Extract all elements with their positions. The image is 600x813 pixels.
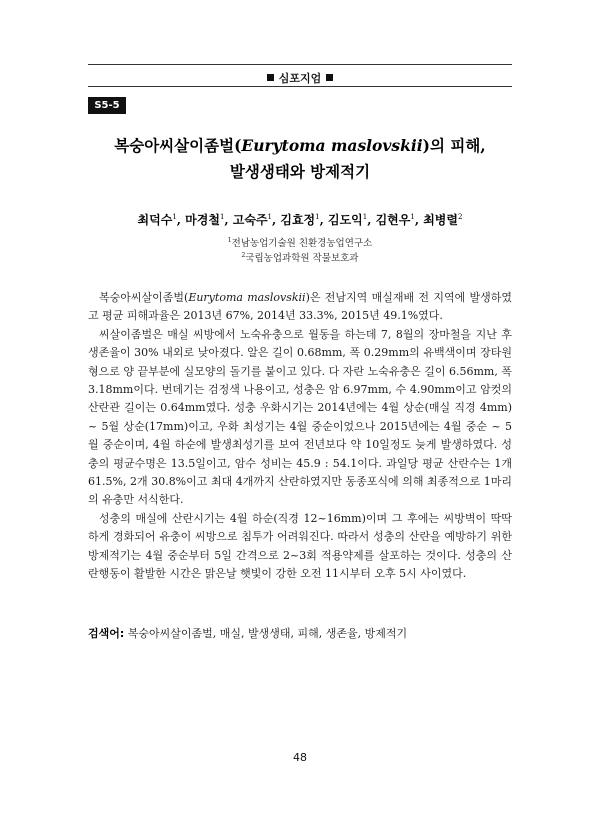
- square-bullet-icon: [326, 74, 333, 81]
- section-title: 심포지엄: [278, 72, 322, 85]
- keywords: [88, 625, 512, 641]
- keywords-label: 검색어:: [88, 627, 125, 640]
- abstract-scientific-name: Eurytoma maslovskii: [188, 291, 306, 304]
- affiliation: [88, 250, 512, 264]
- abstract-text: )은 전남지역 매실재배 전 지역에 발생하였고 평균 피해과율은 2013년 67%, 2014년 33.3%, 2015년 49.1%였다.: [88, 291, 513, 323]
- author-name: 김도익: [327, 213, 363, 227]
- author: [423, 213, 462, 227]
- abstract-text: 복숭아씨살이좀벌(: [99, 291, 189, 304]
- author-name: 고숙주: [232, 213, 268, 227]
- title-prefix: 복숭아씨살이좀벌(: [114, 136, 242, 155]
- author-affiliation-mark: 1: [219, 213, 225, 221]
- paper-title: [88, 133, 512, 185]
- author: [376, 213, 415, 227]
- square-bullet-icon: [267, 74, 274, 81]
- header: [88, 70, 512, 86]
- session-badge: S5-5: [88, 97, 126, 114]
- author: [185, 213, 224, 227]
- author-name: 최병렬: [423, 213, 458, 227]
- abstract-body: [88, 289, 512, 584]
- author-list: 최덕수$^1$, 마경철$^1$, 고숙주$^1$, 김효정$^1$, 김도익$^1$, 김현우$^1$, 최병렬$^2$: [137, 213, 463, 227]
- author-affiliation-mark: 1: [362, 213, 368, 221]
- keywords-text: 복숭아씨살이좀벌, 매실, 발생생태, 피해, 생존율, 방제적기: [127, 627, 408, 640]
- title-suffix: )의 피해,: [422, 136, 486, 155]
- title-line-2: 발생생태와 방제적기: [229, 162, 371, 181]
- author-name: 최덕수: [137, 213, 173, 227]
- affiliation-text: 전남농업기술원 친환경농업연구소: [231, 238, 373, 249]
- affiliation: [88, 235, 512, 249]
- author-affiliation-mark: 1: [172, 213, 177, 221]
- abstract-paragraph: 씨살이좀벌은 매실 씨방에서 노숙유충으로 월동을 하는데 7, 8월의 장마철을 지난 후 생존율이 30% 내외로 낮아졌다. 알은 길이 0.68mm, 폭 0.29mm의 유백색이며 장타원형으로 양 끝부분에 실모양의 돌기를 붙이고 있다. 다 자란 노숙유충은 길이 6.56mm, 폭 3.18mm이다. 번데기는 검정색 나용이고, 성충은 암 6.97mm, 수 4.90mm이고 암컷의 산란관 길이는 0.64mm였다. 성충 우화시기는 2014년에는 4월 상순(매실 직경 4mm) ~ 5월 상순(17mm)이고, 우화 최성기는 4월 중순이었으나 2015년에는 4월 중순 ~ 5월 중순이며, 4월 하순에 발생최성기를 보여 전년보다 약 10일정도 늦게 발생하였다. 성충의 평균수명은 13.5일이고, 암수 성비는 45.9 : 54.1이다. 과일당 평균 산란수는 1개 61.5%, 2개 30.8%이고 최대 4개까지 산란하였지만 동종포식에 의해 최종적으로 1마리의 유충만 서식한다.: [88, 327, 512, 507]
- author-affiliation-mark: 1: [315, 213, 320, 221]
- title-line-1: [88, 133, 512, 159]
- affiliation-text: 국립농업과학원 작물보호과: [245, 253, 359, 264]
- header-bottom-rule: [88, 86, 512, 87]
- author-name: 마경철: [185, 213, 220, 227]
- author-affiliation-mark: 1: [267, 213, 273, 221]
- affiliation-mark: 1: [227, 236, 232, 244]
- author-affiliation-mark: 2: [457, 213, 463, 221]
- header-top-rule: [88, 64, 512, 65]
- author-name: 김현우: [375, 213, 411, 227]
- author: [138, 213, 177, 227]
- abstract-paragraph: [88, 289, 512, 326]
- author: [280, 213, 319, 227]
- abstract-paragraph: 성충의 매실에 산란시기는 4월 하순(직경 12~16mm)이며 그 후에는 씨방벽이 딱딱하게 경화되어 유충이 씨방으로 침투가 어려워진다. 따라서 성충의 산란을 예방하기 위한 방제적기는 4월 중순부터 5일 간격으로 2~3회 적용약제를 살포하는 것이다. 성충의 산란행동이 활발한 시간은 맑은날 햇빛이 강한 오전 11시부터 오후 5시 사이였다.: [88, 511, 512, 581]
- author: [328, 213, 367, 227]
- affiliation-mark: 2: [241, 251, 246, 259]
- author: [233, 213, 272, 227]
- author-affiliation-mark: 1: [410, 213, 415, 221]
- page-number: 48: [293, 751, 307, 764]
- author-name: 김효정: [280, 213, 316, 227]
- title-scientific-name: Eurytoma maslovskii: [241, 136, 423, 155]
